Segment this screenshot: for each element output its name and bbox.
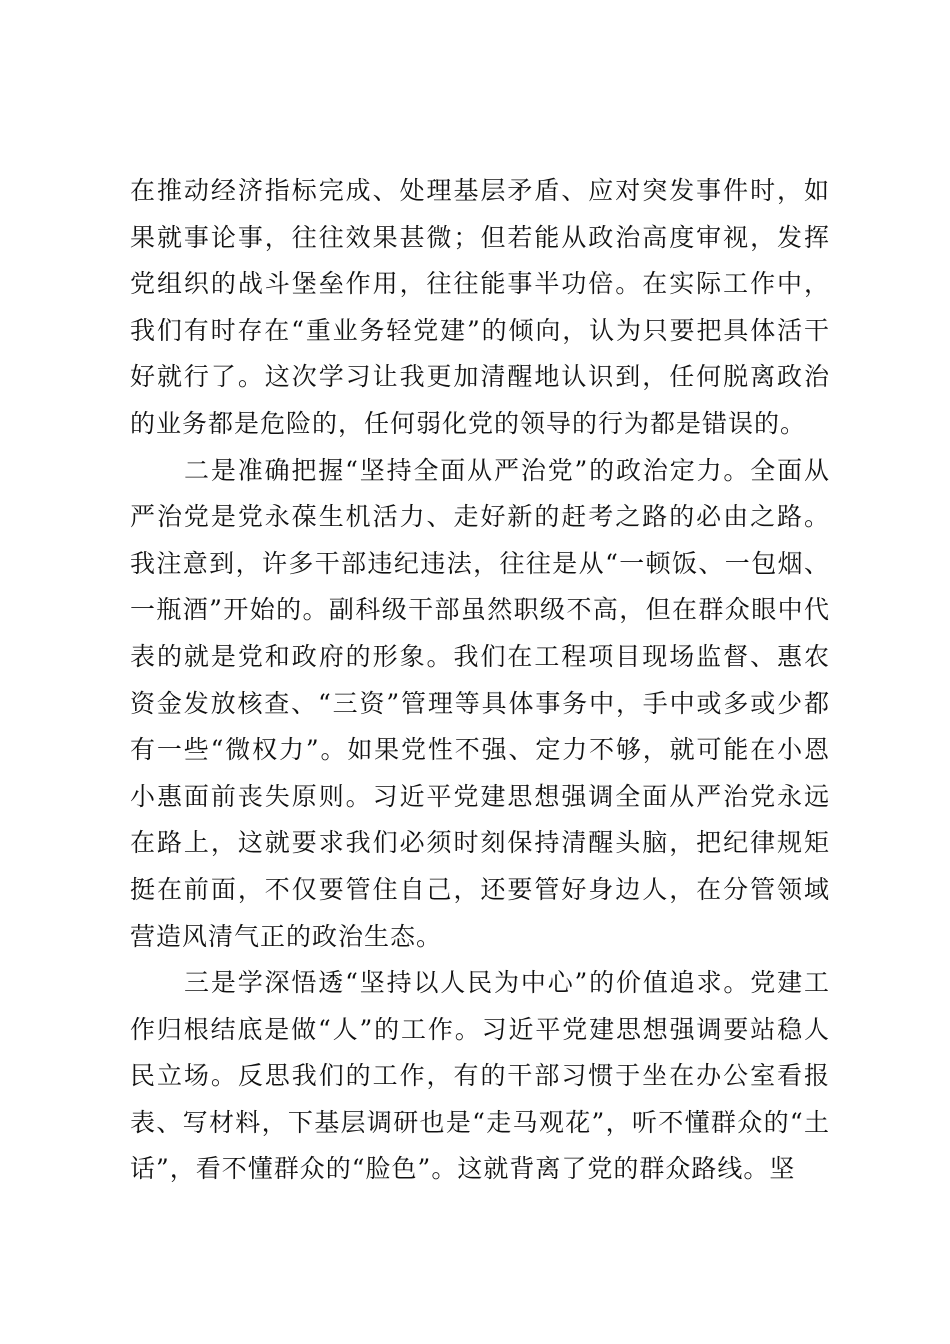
document-body <box>130 168 830 1193</box>
paragraph-2: 二是准确把握“坚持全面从严治党”的政治定力。全面从严治党是党永葆生机活力、走好新的赶考之路的必由之路。我注意到，许多干部违纪违法，往往是从“一顿饭、一包烟、一瓶酒”开始的。副科级干部虽然职级不高，但在群众眼中代表的就是党和政府的形象。我们在工程项目现场监督、惠农资金发放核查、“三资”管理等具体事务中，手中或多或少都有一些“微权力”。如果党性不强、定力不够，就可能在小恩小惠面前丧失原则。习近平党建思想强调全面从严治党永远在路上，这就要求我们必须时刻保持清醒头脑，把纪律规矩挺在前面，不仅要管住自己，还要管好身边人，在分管领域营造风清气正的政治生态。 <box>130 455 830 951</box>
paragraph-1: 在推动经济指标完成、处理基层矛盾、应对突发事件时，如果就事论事，往往效果甚微；但若能从政治高度审视，发挥党组织的战斗堡垒作用，往往能事半功倍。在实际工作中，我们有时存在“重业务轻党建”的倾向，认为只要把具体活干好就行了。这次学习让我更加清醒地认识到，任何脱离政治的业务都是危险的，任何弱化党的领导的行为都是错误的。 <box>130 176 830 438</box>
paragraph-3: 三是学深悟透“坚持以人民为中心”的价值追求。党建工作归根结底是做“人”的工作。习近平党建思想强调要站稳人民立场。反思我们的工作，有的干部习惯于坐在办公室看报表、写材料，下基层调研也是“走马观花”，听不懂群众的“土话”，看不懂群众的“脸色”。这就背离了党的群众路线。坚 <box>130 968 830 1184</box>
